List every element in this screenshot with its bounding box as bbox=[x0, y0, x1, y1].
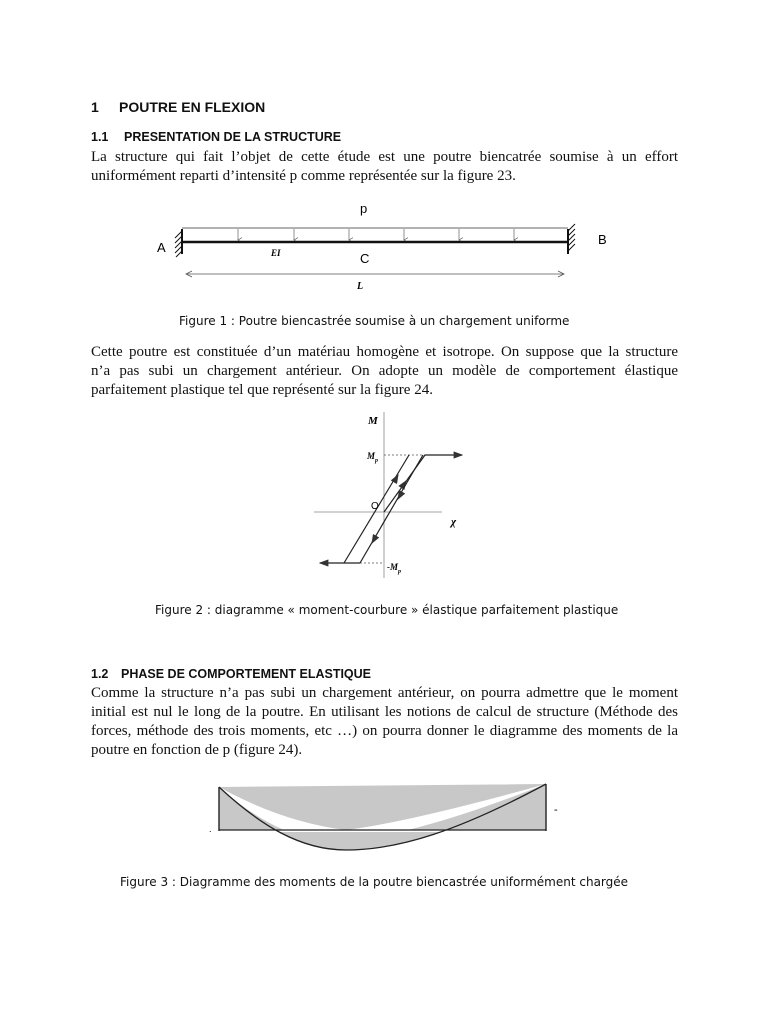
midpoint-label-c: C bbox=[360, 251, 370, 266]
label-neg-mp: $-M_p$ bbox=[387, 562, 401, 575]
paragraph-material bbox=[91, 343, 678, 400]
load-label-p: p bbox=[360, 201, 368, 216]
section-1-1-title: PRESENTATION DE LA STRUCTURE bbox=[124, 130, 342, 144]
paragraph-elastic-phase bbox=[91, 684, 678, 760]
section-1-2-title: PHASE DE COMPORTEMENT ELASTIQUE bbox=[121, 667, 372, 681]
axis-label-m: M bbox=[368, 415, 378, 427]
figure-1-caption: Figure 1 : Poutre biencastrée soumise à un chargement uniforme bbox=[179, 314, 570, 328]
paragraph-line: Cette poutre est constituée d’un matériau homogène et isotrope. On suppose que la structure bbox=[91, 344, 678, 360]
sign-dot: . bbox=[209, 824, 212, 834]
moment-curvature-diagram bbox=[290, 408, 480, 580]
paragraph-line: La structure qui fait l’objet de cette étude est une poutre biencatrée soumise à un effort bbox=[91, 149, 678, 165]
paragraph-line: uniformément reparti d’intensité p comme représentée sur la figure 23. bbox=[91, 168, 516, 184]
paragraph-line: Comme la structure n’a pas subi un chargement antérieur, on pourra admettre que le moment bbox=[91, 685, 678, 701]
support-label-b: B bbox=[598, 232, 607, 247]
figure-3-caption: Figure 3 : Diagramme des moments de la poutre biencastrée uniformément chargée bbox=[120, 875, 629, 889]
figure-2-caption: Figure 2 : diagramme « moment-courbure » élastique parfaitement plastique bbox=[155, 603, 619, 617]
label-mp: $M_p$ bbox=[367, 451, 379, 464]
length-dimension bbox=[186, 271, 564, 277]
paragraph-line: n’a pas subi un chargement antérieur. On adopte un modèle de comportement élastique bbox=[91, 363, 678, 379]
origin-label-o: O bbox=[371, 501, 379, 512]
length-label-l: L bbox=[357, 281, 364, 292]
section-1-1-number: 1.1 bbox=[91, 130, 109, 144]
unloading-line bbox=[360, 455, 423, 563]
section-1-title: POUTRE EN FLEXION bbox=[119, 99, 266, 115]
section-1-2-number: 1.2 bbox=[91, 667, 109, 681]
moment-diagram bbox=[200, 780, 560, 860]
distributed-load-arrows bbox=[238, 229, 514, 240]
section-1-number: 1 bbox=[91, 99, 99, 115]
paragraph-structure bbox=[91, 148, 678, 186]
paragraph-line: initial est nul le long de la poutre. En utilisant les notions de calcul de structure (Méthode des bbox=[91, 704, 678, 720]
beam-figure bbox=[150, 198, 620, 298]
right-fixed-support bbox=[568, 224, 575, 254]
sign-minus: - bbox=[554, 804, 558, 816]
left-fixed-support bbox=[175, 229, 182, 257]
support-label-a: A bbox=[157, 240, 166, 255]
axis-label-chi: χ bbox=[451, 516, 457, 528]
paragraph-line: parfaitement plastique tel que représenté sur la figure 24. bbox=[91, 382, 433, 398]
stiffness-label-ei: EI bbox=[271, 248, 281, 258]
paragraph-line: forces, méthode des trois moments, etc …) on pourra donner le diagramme des moments de la bbox=[91, 723, 678, 739]
paragraph-line: poutre en fonction de p (figure 24). bbox=[91, 742, 303, 758]
